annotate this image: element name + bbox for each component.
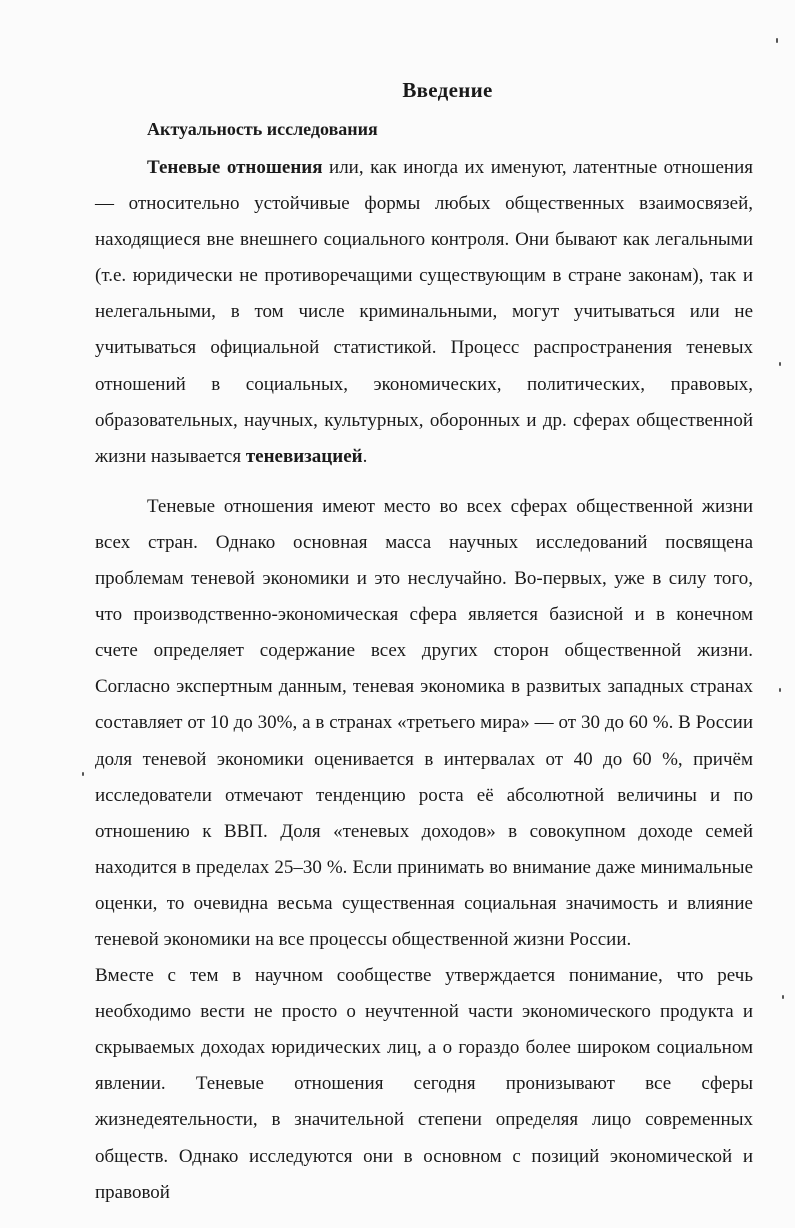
paragraph-1 [95,150,753,475]
page-title: Введение [402,78,493,102]
paragraph-2: Теневые отношения имеют место во всех сферах общественной жизни всех стран. Однако основная масса научных исследований посвящена проблемам теневой экономики и это неслучайно. Во-первых, уже в силу того, что производственно-экономическая сфера является базисной и в конечном счете определяет содержание всех других сторон общественной жизни. Согласно экспертным данным, теневая экономика в развитых западных странах составляет от 10 до 30%, а в странах «третьего мира» — от 30 до 60 %. В России доля теневой экономики оценивается в интервалах от 40 до 60 %, причём исследователи отмечают тенденцию роста её абсолютной величины и по отношению к ВВП. Доля «теневых доходов» в совокупном доходе семей находится в пределах 25–30 %. Если принимать во внимание даже минимальные оценки, то очевидна весьма существенная социальная значимость и влияние теневой экономики на все процессы общественной жизни России. [95,495,753,950]
scan-speck [82,772,84,776]
term-shadow-relations: Теневые отношения [147,157,323,178]
scan-speck [779,688,781,692]
document-body [95,150,753,1211]
scan-speck [776,38,778,43]
paragraph-1-end: . [362,445,368,467]
scan-speck [779,362,781,366]
section-heading: Актуальность исследования [147,119,378,139]
paragraph-1-text: или, как иногда их именуют, латентные отношения — относительно устойчивые формы любых общественных взаимосвязей, находящиеся вне внешнего социального контроля. Они бывают как легальными (т.е. юридически не противоречащими существующим в стране законам), так и нелегальными, в том числе криминальными, могут учитываться или не учитываться официальной статистикой. Процесс распространения теневых отношений в социальных, экономических, политических, правовых, образовательных, научных, культурных, оборонных и др. сферах общественной жизни называется [95,157,754,467]
scan-speck [782,995,784,999]
paragraph-3: Вместе с тем в научном сообществе утверждается понимание, что речь необходимо вести не просто о неучтенной части экономического продукта и скрываемых доходах юридических лиц, а о гораздо более широком социальном явлении. Теневые отношения сегодня пронизывают все сферы жизнедеятельности, в значительной степени определяя лицо современных обществ. Однако исследуются они в основном с позиций экономической и правовой [95,965,753,1203]
term-shadowization: теневизацией [245,445,363,467]
